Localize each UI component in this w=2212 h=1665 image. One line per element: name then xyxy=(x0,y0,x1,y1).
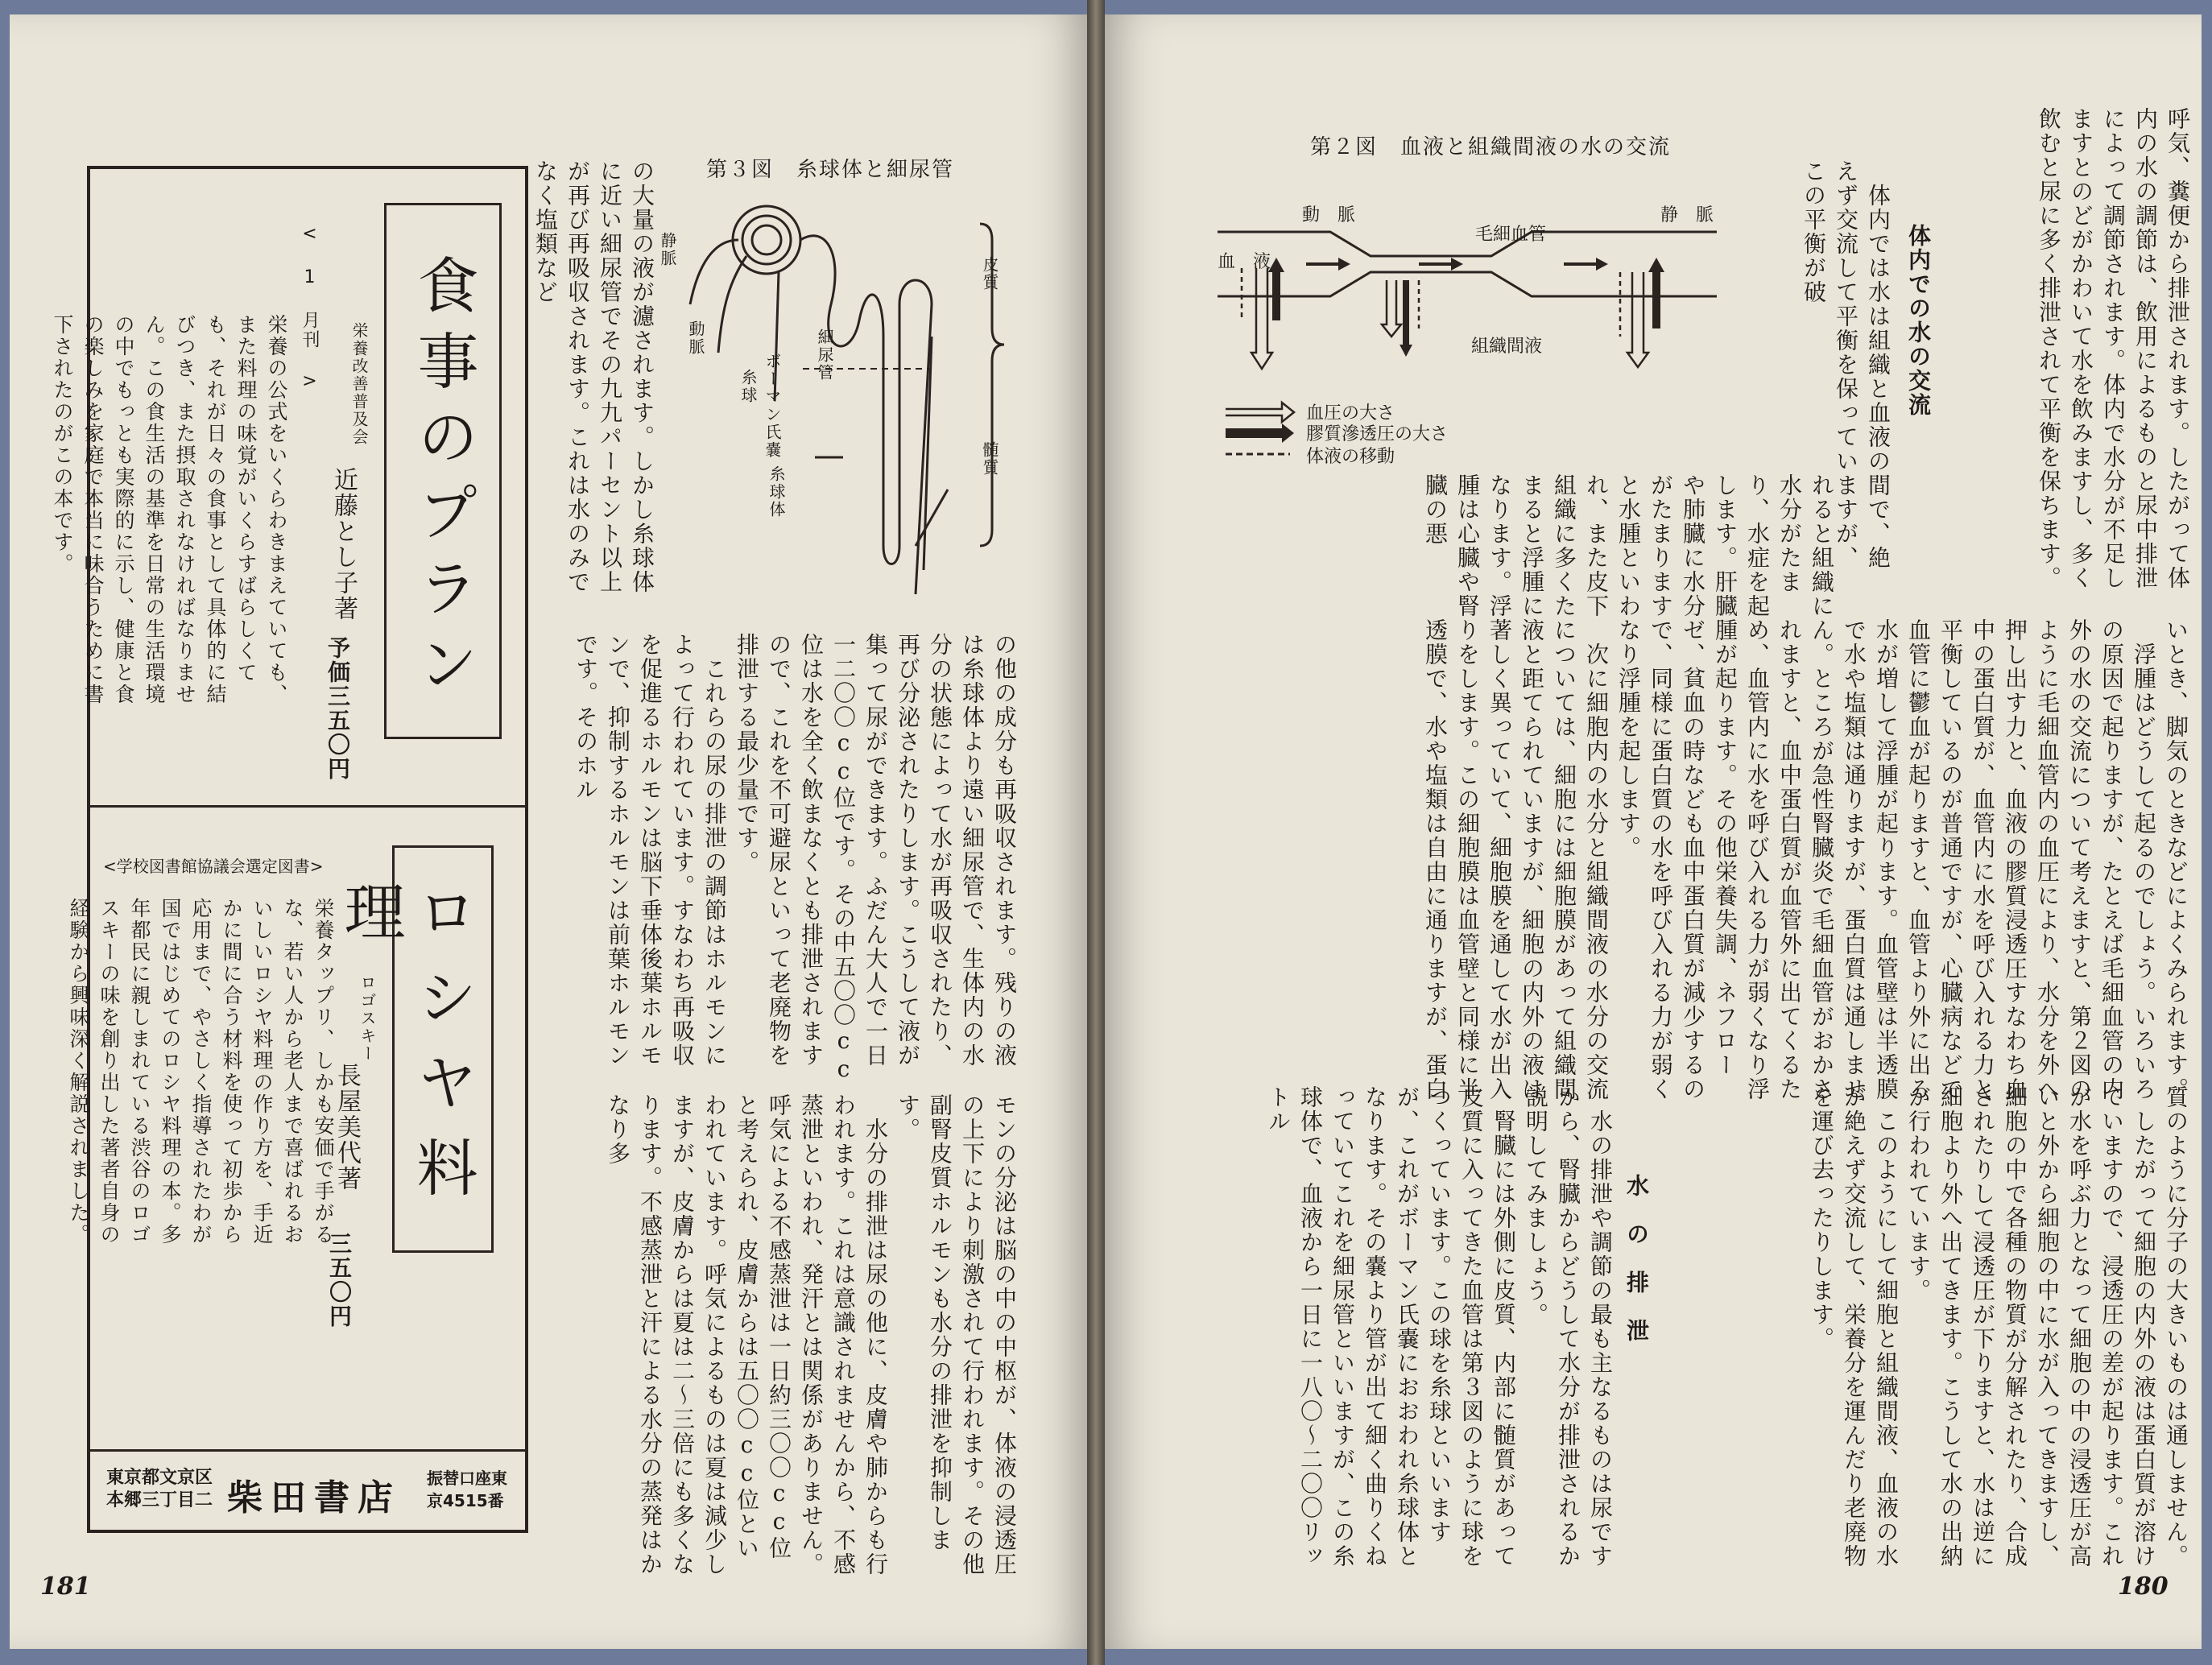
heading-body-water-exchange: 体内での水の交流 xyxy=(1905,224,1932,417)
figure3-glomerulus-diagram xyxy=(642,192,1012,610)
book2-author-org: ロゴスキー xyxy=(358,974,377,1063)
figure2-caption: 第２図 血液と組織間液の水の交流 xyxy=(1310,135,1672,159)
book2-author: 長屋美代著 xyxy=(333,1063,361,1192)
right-text-column-cells: 質のように分子の大きいものは通しません。 したがって細胞の内外の液は蛋白質が溶けていますので、浸透圧の差が起ります。これが水を呼ぶ力となって細胞の中の浸透圧が高いと外から細胞の中に水が入ってきますし、細胞の中で各種の物質が分解されたり、合成されたりして浸透圧が下りますと、水は逆に細胞より外へ出てきます。こうして水の出納が行われています。 このようにして細胞と組織間液、血液の水が絶えず交流して、栄養分を運んだり老廃物を運び去ったりします。 xyxy=(1809,1085,2189,1568)
figure3-label-tubule: 細尿管 xyxy=(815,328,834,382)
figure3-label-bowman: ボーマン氏嚢 xyxy=(763,353,782,459)
heading-water-excretion: 水 の 排 泄 xyxy=(1623,1174,1650,1343)
book1-description: 栄養の公式をいくらわきまえていても、また料理の味覚がいくらすばらしくても、それが日々の食事として具体的に結びつき、また摂取されなければなりません。この食生活の基準を日常の生活環境の中でもっとも実際的に示し、健康と食の楽しみを家庭で本当に味合うために書下されたのがこの本です。 xyxy=(51,314,288,705)
figure2-label-capillary: 毛細血管 xyxy=(1475,225,1547,245)
book1-author: 近藤とし子著 xyxy=(329,467,358,622)
figure2-legend-fluid-movement: 体液の移動 xyxy=(1306,447,1395,467)
publisher-name: 柴田書店 xyxy=(227,1477,401,1518)
figure3-label-vein: 静脈 xyxy=(658,232,677,267)
book1-issue: < 1 月刊 > xyxy=(300,224,320,393)
figure2-label-artery: 動 脈 xyxy=(1302,205,1356,225)
figure2-legend-colloid-pressure: 膠質滲透圧の大さ xyxy=(1306,424,1449,444)
book1-title: 食事のプラン xyxy=(407,254,479,708)
figure2-label-tissue-fluid: 組織間液 xyxy=(1471,337,1543,357)
advertisement-box xyxy=(51,166,528,1533)
book1-price: 予価三五〇円 xyxy=(325,636,351,781)
figure2-capillary-diagram xyxy=(1218,192,1717,465)
left-page xyxy=(10,14,1087,1649)
left-text-column-lower: モンの分泌は脳の中の中枢が、体液の浸透圧の上下により刺激されて行われます。その他副腎皮質ホルモンも水分の排泄を抑制します。 水分の排泄は尿の他に、皮膚や肺からも行われます。これは意識されませんから、不感蒸泄といわれ、発汗とは関係がありません。呼気による不感蒸泄は一日約三〇〇cc位と考えられ、皮膚からは五〇〇cc位といわれています。呼気によるものは夏は減少しますが、皮膚からは夏は二〜三倍にも多くなります。不感蒸泄と汗による水分の蒸発はかなり多 xyxy=(605,1093,1018,1576)
figure2-label-blood: 血 液 xyxy=(1218,252,1271,272)
right-text-column-exchange-start: 体内では水は組織と血液の間で、絶えず交流して平衡を保っていますが、この平衡が破 xyxy=(1801,159,1892,570)
book1-author-org: 栄養改善普及会 xyxy=(349,322,369,446)
right-text-column-main: いとき、脚気のときなどによくみられます。 浮腫はどうして起るのでしょう。いろいろの原因で起りますが、たとえば毛細血管の内外の水の交流について考えますと、第２図のように毛細血管内の血圧により、水分を外へ押し出す力と、血液の膠質浸透圧すなわち血中の蛋白質が、血管内に水を呼び入れる力と平衡しているのが普通ですが、心臓病などで血管に鬱血が起りますと、血管より外に出る水が増して浮腫が起ります。血管壁は半透膜で水や塩類は通りますが、蛋白質は通しません。ところが急性腎臓炎で毛細血管がおかされますと、血中蛋白質が血管外に出てくるため、血管内に水を呼び入れる力が弱くなり浮腫が起ります。その他栄養失調、ネフローゼ、貧血の時なども血中蛋白質が減少するので、同様に蛋白質の水を呼び入れる力が弱くなり浮腫を起します。 次に細胞内の水分と組織間液の水分の交流については、細胞には細胞膜があって組織間液と距てられていますが、細胞の内外の液は著しく異っていて、細胞膜を通して水が出入りをします。この細胞膜は血管壁と同様に半透膜で、水や塩類は自由に通りますが、蛋白 xyxy=(1422,618,2189,1101)
book2-selection: <学校図書館協議会選定図書> xyxy=(103,857,324,876)
book2-price: 三五〇円 xyxy=(326,1232,353,1328)
figure2-legend-blood-pressure: 血圧の大さ xyxy=(1306,403,1395,423)
page-number-right: 180 xyxy=(2118,1572,2169,1601)
figure3-label-glomerulus-small: 糸球 xyxy=(738,369,758,404)
left-text-column-middle: の他の成分も再吸収されます。残りの液は糸球体より遠い細尿管で、生体内の水分の状態によって水が再吸収されたり、再び分泌されたりします。こうして液が集って尿ができます。ふだん大人で一日一二〇〇cc位です。その中五〇〇cc位は水を全く飲まなくとも排泄されますので、これを不可避尿といって老廃物を排泄する最少量です。 これらの尿の排泄の調節はホルモンによって行われています。すなわち再吸収を促進るホルモンは脳下垂体後葉ホルモンで、抑制するホルモンは前葉ホルモンです。そのホル xyxy=(573,633,1018,1084)
publisher-account: 振替口座東京4515番 xyxy=(427,1469,507,1510)
right-text-column-intro: 呼気、糞便から排泄されます。したがって体内の水の調節は、飲用によるものと尿中排泄によって調節されます。体内で水分が不足しますとのどがかわいて水を飲みますし、多く飲むと尿に多く排泄されて平衡を保ちます。 xyxy=(2036,107,2191,590)
publisher-address: 東京都文京区本郷三丁目二 xyxy=(106,1468,213,1510)
figure3-label-glomerulus: 糸球体 xyxy=(767,465,786,519)
figure2-label-vein: 静 脈 xyxy=(1660,205,1714,225)
figure3-label-medulla: 髄質 xyxy=(980,441,999,477)
figure3-label-artery: 動脈 xyxy=(686,320,705,356)
ad-divider xyxy=(90,805,525,808)
publisher-divider xyxy=(90,1449,525,1452)
page-number-left: 181 xyxy=(40,1572,91,1601)
left-text-column-upper: の大量の液が濾されます。しかし糸球体に近い細尿管でその九九パーセント以上が再び再吸収されます。これは水のみでなく塩類など xyxy=(532,159,655,594)
book2-title: ロシヤ料理 xyxy=(334,880,478,1221)
book1-title-frame xyxy=(384,203,502,739)
book2-description: 栄養タップリ、しかも安価で手がるな、若い人から老人まで喜ばれるおいしいロシヤ料理の作り方を、手近かに間に合う材料を使って初歩から応用まで、やさしく指導されたわが国ではじめてのロシヤ料理の本。多年都民に親しまれている渋谷のロゴスキーの味を創り出した著者自身の経験から興味深く解説されました。 xyxy=(67,898,335,1246)
right-page xyxy=(1105,14,2202,1649)
right-text-column-excretion: 水の排泄や調節の最も主なるものは尿ですから、腎臓からどうして水分が排泄されるか説明してみましょう。 腎臓には外側に皮質、内部に髄質があって皮質に入ってきた血管は第３図のように球をつくっています。この球を糸球といいますが、これがボーマン氏嚢におおわれ糸球体となります。その嚢より管が出て細く曲りくねっていてこれを細尿管といいますが、この糸球体で、血液から一日に一八〇〜二〇〇リットル xyxy=(1265,1085,1614,1568)
right-text-column-edema: れると組織に水分がたまり、水症を起します。肝臓や肺臓に水分がたまりますと水腫といわれ、また皮下組織に多くたまると浮腫になります。浮腫は心臓や腎臓の悪 xyxy=(1422,473,1835,618)
figure3-label-cortex: 皮質 xyxy=(980,256,999,291)
figure3-caption: 第３図 糸球体と細尿管 xyxy=(706,158,955,182)
book-gutter xyxy=(1087,0,1105,1665)
